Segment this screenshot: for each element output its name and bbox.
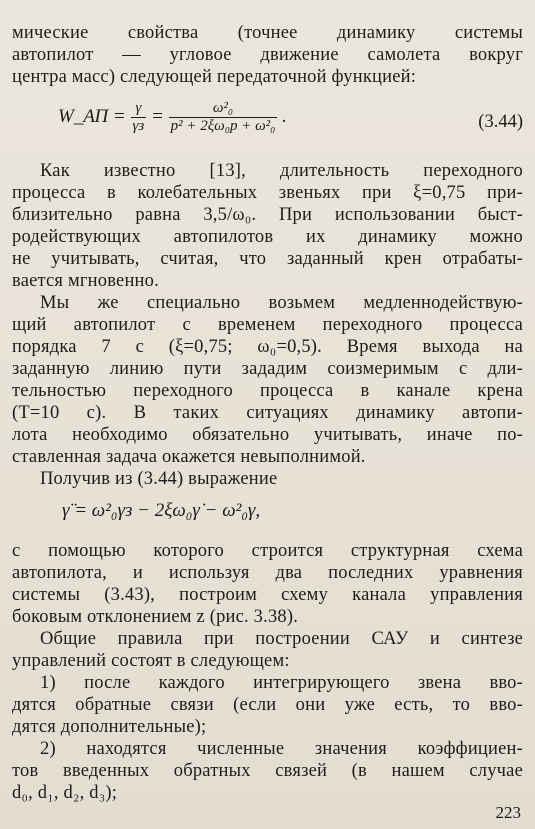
text-line: дятся обратные связи (если они уже есть, то вво-	[12, 695, 523, 715]
text-line: родействующих автопилотов их динамику можно	[12, 227, 523, 247]
text-line: управлений состоят в следующем:	[12, 651, 290, 671]
text-line: d₀, d₁, d₂, d₃);	[12, 783, 118, 803]
fraction-gamma: $\frac{\gamma}{\gamma з}$	[132, 100, 145, 134]
text-line: заданную линию пути зададим соизмеримым с дли-	[12, 359, 523, 379]
text-line: с помощью которого строится структурная схема	[12, 541, 523, 561]
text-line: системы (3.43), построим схему канала управления	[12, 585, 523, 605]
text-line: тов введенных обратных связей (в нашем случае	[12, 761, 523, 781]
text-line: тельностью переходного процесса в канале крена	[12, 381, 523, 401]
text-line: автопилота, и используя два последних уравнения	[12, 563, 523, 583]
text-line: ставленная задача окажется невыполнимой.	[12, 447, 366, 467]
text-line: процесса в колебательных звеньях при ξ=0,75 при-	[12, 183, 523, 203]
text-line: вается мгновенно.	[12, 271, 159, 291]
formula-lhs: W_АП =	[58, 105, 131, 127]
text-line: Мы же специально возьмем медленнодействую-	[40, 293, 523, 313]
formula-3-44: W_АП = $\frac{\gamma}{\gamma з}$ = $\frac{\text{ω²₀}}{\text{p² + 2ξω₀p + ω²₀}}$ .	[58, 100, 287, 134]
fraction-transfer: $\frac{\text{ω²₀}}{\text{p² + 2ξω₀p + ω²₀}}$	[170, 100, 276, 134]
text-line: не учитывать, считая, что заданный крен отрабаты-	[12, 249, 523, 269]
page-number: 223	[495, 803, 521, 822]
text-line: Общие правила при построении САУ и синтезе	[40, 629, 523, 649]
text-line: лота необходимо обязательно учитывать, иначе по-	[12, 425, 523, 445]
formula-gamma-ddot: γ̈ = ω²₀γз − 2ξω₀γ̇ − ω²₀γ,	[62, 500, 261, 521]
text-line: (T=10 с). В таких ситуациях динамику автопи-	[12, 403, 523, 423]
text-line: Получив из (3.44) выражение	[40, 469, 278, 489]
text-line: автопилот — угловое движение самолета вокруг	[12, 45, 523, 65]
text-line: близительно равна 3,5/ω₀. При использовании быст-	[12, 205, 523, 225]
text-line: боковым отклонением z (рис. 3.38).	[12, 607, 299, 627]
text-line: дятся дополнительные);	[12, 717, 207, 737]
text-line: центра масс) следующей передаточной функцией:	[12, 67, 417, 87]
text-line: щий автопилот с временем переходного процесса	[12, 315, 523, 335]
text-line: мические свойства (точнее динамику системы	[12, 23, 523, 43]
text-line: 2) находятся численные значения коэффициен-	[40, 739, 523, 759]
text-line: 1) после каждого интегрирующего звена вво-	[40, 673, 523, 693]
equation-number: (3.44)	[478, 112, 523, 132]
text-line: порядка 7 с (ξ=0,75; ω₀=0,5). Время выхода на	[12, 337, 523, 357]
text-line: Как известно [13], длительность переходного	[40, 161, 523, 181]
